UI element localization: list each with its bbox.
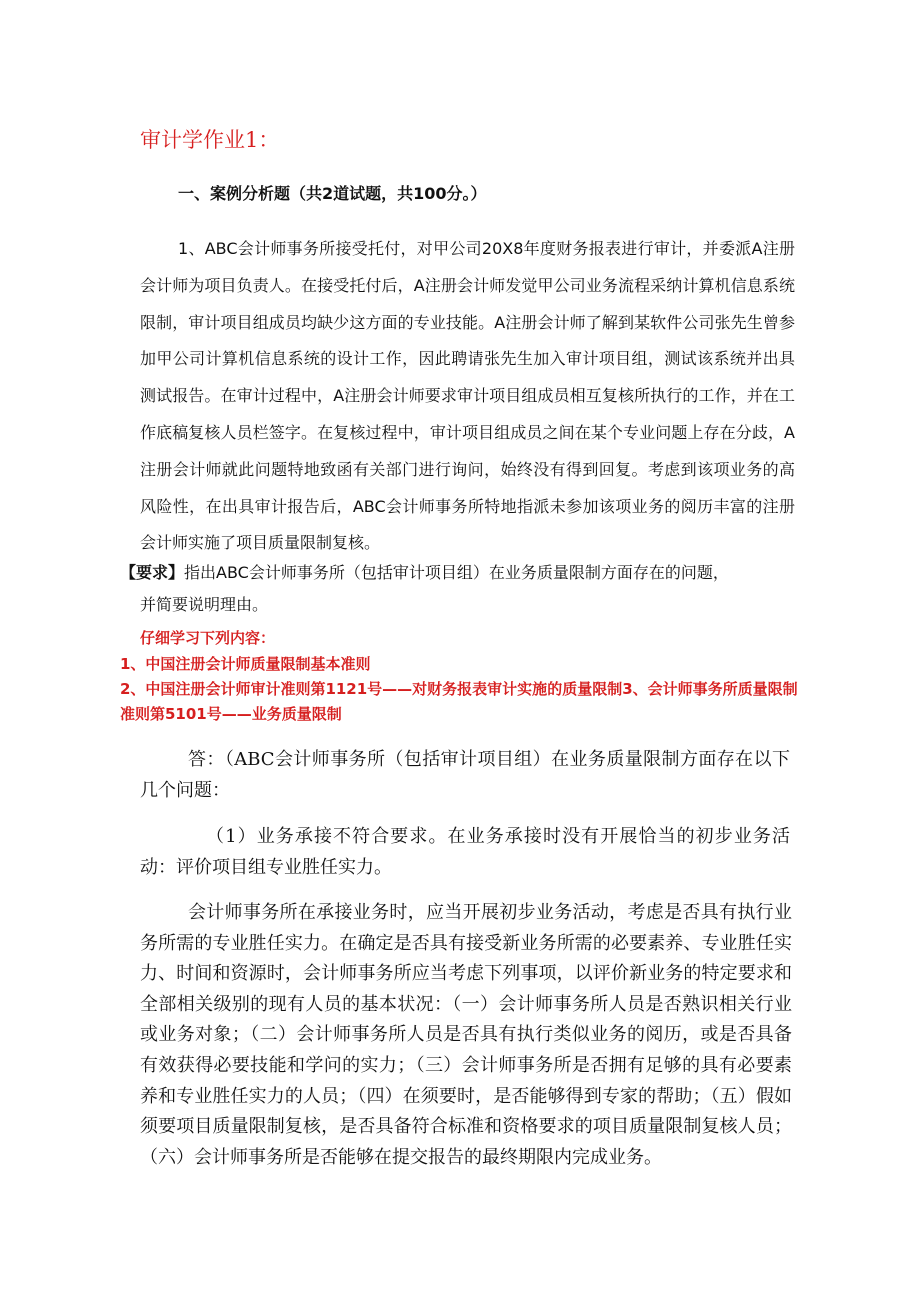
study-title: 仔细学习下列内容： (140, 629, 276, 647)
requirement-label: 【要求】 (120, 563, 185, 582)
study-item-2: 2、中国注册会计师审计准则第1121号——对财务报表审计实施的质量限制3、会计师事务所质量限制准则第5101号——业务质量限制 (120, 680, 798, 723)
answer-intro: 答：（ABC会计师事务所（包括审计项目组）在业务质量限制方面存在以下几个问题： (140, 749, 790, 801)
requirement-line-2: 并简要说明理由。 (140, 595, 269, 614)
study-list (120, 652, 800, 727)
case-question-1: 1、ABC会计师事务所接受托付，对甲公司20X8年度财务报表进行审计，并委派A注册会计师为项目负责人。在接受托付后，A注册会计师发觉甲公司业务流程采纳计算机信息系统限制，审计项目组成员均缺少这方面的专业技能。A注册会计师了解到某软件公司张先生曾参加甲公司计算机信息系统的设计工作，因此聘请张先生加入审计项目组，测试该系统并出具测试报告。在审计过程中，A注册会计师要求审计项目组成员相互复核所执行的工作，并在工作底稿复核人员栏签字。在复核过程中，审计项目组成员之间在某个专业问题上存在分歧，A注册会计师就此问题特地致函有关部门进行询问，始终没有得到回复。考虑到该项业务的高风险性，在出具审计报告后，ABC会计师事务所特地指派未参加该项业务的阅历丰富的注册会计师实施了项目质量限制复核。 (140, 239, 795, 553)
answer-point-1: （1）业务承接不符合要求。在业务承接时没有开展恰当的初步业务活动：评价项目组专业胜任实力。 (140, 826, 790, 878)
section-heading: 一、案例分析题（共2道试题，共100分。） (178, 184, 487, 203)
requirement-text: 指出ABC会计师事务所（包括审计项目组）在业务质量限制方面存在的问题， (184, 563, 729, 582)
document-title: 审计学作业1： (140, 128, 280, 152)
requirement-block (120, 557, 800, 621)
answer-detail: 会计师事务所在承接业务时，应当开展初步业务活动，考虑是否具有执行业务所需的专业胜任实力。在确定是否具有接受新业务所需的必要素养、专业胜任实力、时间和资源时，会计师事务所应当考虑下列事项，以评价新业务的特定要求和全部相关级别的现有人员的基本状况：（一）会计师事务所人员是否熟识相关行业或业务对象；（二）会计师事务所人员是否具有执行类似业务的阅历，或是否具备有效获得必要技能和学问的实力；（三）会计师事务所是否拥有足够的具有必要素养和专业胜任实力的人员；（四）在须要时，是否能够得到专家的帮助；（五）假如须要项目质量限制复核，是否具备符合标准和资格要求的项目质量限制复核人员；（六）会计师事务所是否能够在提交报告的最终期限内完成业务。 (140, 902, 792, 1168)
requirement-line-1 (120, 557, 800, 589)
study-item-1: 1、中国注册会计师质量限制基本准则 (120, 655, 371, 673)
